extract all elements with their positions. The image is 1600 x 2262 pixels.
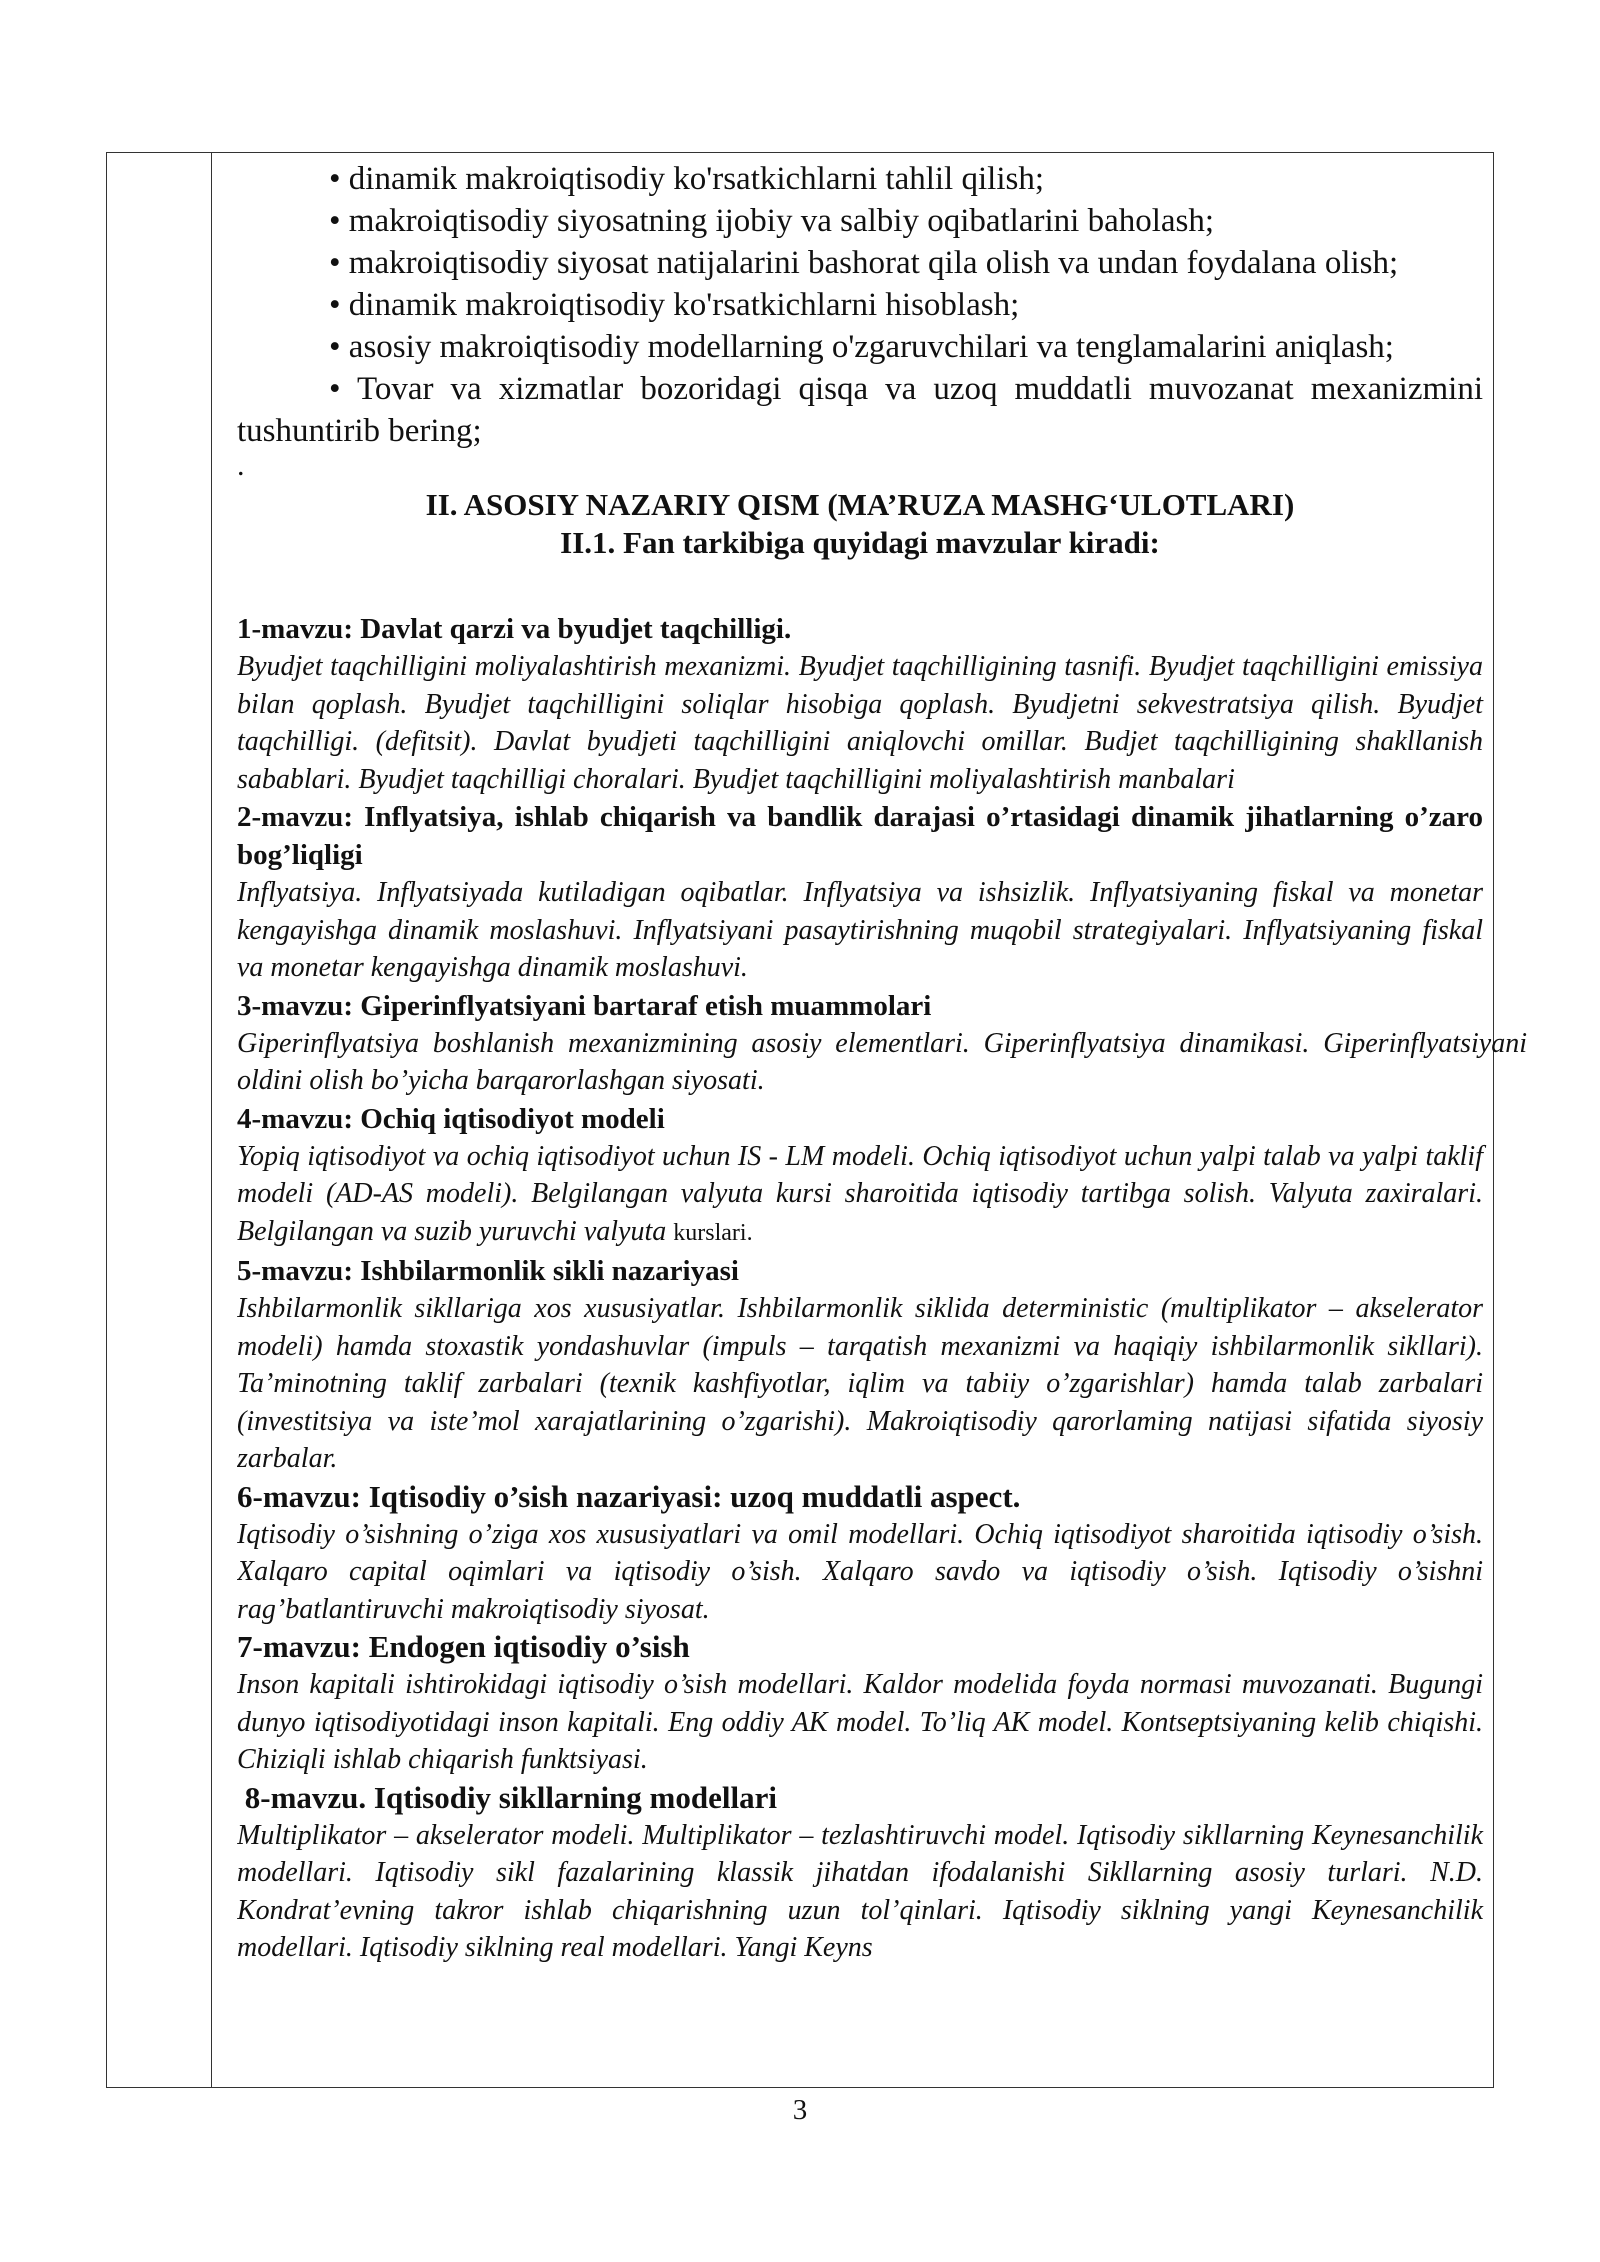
topic-body: Giperinflyatsiya boshlanish mexanizmining asosiy elementlari. Giperinflyatsiya dinamikasi. Giperinflyatsiyani oldini olish bo’yicha barqarorlashgan siyosati. bbox=[237, 1027, 1527, 1096]
topic-item bbox=[237, 1252, 1483, 1478]
topic-body bbox=[237, 1138, 1483, 1253]
bullet-item: • Tovar va xizmatlar bozoridagi qisqa va uzoq muddatli muvozanat mexanizmini tushuntirib bering; bbox=[237, 371, 1483, 449]
topic-body: Iqtisodiy o’sishning o’ziga xos xususiyatlari va omil modellari. Ochiq iqtisodiyot sharoitida iqtisodiy o’sish. Xalqaro capital oqimlari va iqtisodiy o’sish. Xalqaro savdo va iqtisodiy o’sish. Iqtisodiy o’sishni rag’batlantiruvchi makroiqtisodiy siyosat. bbox=[237, 1518, 1483, 1625]
topic-title: 3-mavzu: Giperinflyatsiyani bartaraf etish muammolari bbox=[237, 989, 932, 1022]
topic-list bbox=[237, 610, 1527, 1967]
spacer bbox=[237, 562, 1483, 610]
topic-body-tail: kurslari. bbox=[673, 1219, 753, 1246]
topic-item bbox=[237, 1779, 1483, 1967]
page-number: 3 bbox=[792, 2094, 808, 2126]
topic-item bbox=[237, 798, 1483, 987]
topic-body: Inflyatsiya. Inflyatsiyada kutiladigan oqibatlar. Inflyatsiya va ishsizlik. Inflyatsiyaning fiskal va monetar kengayishga dinamik moslashuvi. Inflyatsiyani pasaytirishning muqobil strategiyalari. Inflyatsiyaning fiskal va monetar kengayishga dinamik moslashuvi. bbox=[237, 877, 1483, 983]
bullet-list bbox=[237, 158, 1483, 452]
topic-body: Multiplikator – akselerator modeli. Multiplikator – tezlashtiruvchi model. Iqtisodiy sikllarning Keynesanchilik modellari. Iqtisodiy sikl fazalarining klassik jihatdan ifodalanishi Sikllarning asosiy turlari. N.D. Kondrat’evning takror ishlab chiqarishning uzun tol’qinlari. Iqtisodiy siklning yangi Keynesanchilik modellari. Iqtisodiy siklning real modellari. Yangi Keyns bbox=[237, 1819, 1483, 1963]
topic-body: Inson kapitali ishtirokidagi iqtisodiy o’sish modellari. Kaldor modelida foyda normasi muvozanati. Bugungi dunyo iqtisodiyotidagi inson kapitali. Eng oddiy AK model. To’liq AK model. Kontseptsiyaning kelib chiqishi. Chiziqli ishlab chiqarish funktsiyasi. bbox=[237, 1669, 1483, 1775]
topic-item bbox=[237, 1478, 1483, 1629]
topic-body: Byudjet taqchilligini moliyalashtirish mexanizmi. Byudjet taqchilligining tasnifi. Byudjet taqchilligini emissiya bilan qoplash. Byudjet taqchilligini soliqlar hisobiga qoplash. Byudjetni sekvestratsiya qilish. Byudjet taqchilligi. (defitsit). Davlat byudjeti taqchilligini aniqlovchi omillar. Budjet taqchilligining shakllanish sabablari. Byudjet taqchilligi choralari. Byudjet taqchilligini moliyalashtirish manbalari bbox=[237, 651, 1483, 795]
topic-item bbox=[237, 1100, 1483, 1253]
bullet-item: • dinamik makroiqtisodiy ko'rsatkichlarni tahlil qilish; bbox=[329, 161, 1044, 197]
bullet-item: • asosiy makroiqtisodiy modellarning o'zgaruvchilari va tenglamalarini aniqlash; bbox=[329, 329, 1394, 365]
section-heading: II. ASOSIY NAZARIY QISM (MA’RUZA MASHG‘ULOTLARI) bbox=[425, 487, 1295, 522]
topic-title: 4-mavzu: Ochiq iqtisodiyot modeli bbox=[237, 1102, 665, 1135]
topic-title: 2-mavzu: Inflyatsiya, ishlab chiqarish va bandlik darajasi o’rtasidagi dinamik jihatlarning o’zaro bog’liqligi bbox=[237, 801, 1483, 871]
bullet-item: • makroiqtisodiy siyosatning ijobiy va salbiy oqibatlarini baholash; bbox=[329, 203, 1215, 239]
topic-item bbox=[237, 987, 1527, 1100]
topic-item bbox=[237, 610, 1483, 798]
topic-title: 7-mavzu: Endogen iqtisodiy o’sish bbox=[237, 1629, 690, 1664]
topic-body-main: Yopiq iqtisodiyot va ochiq iqtisodiyot uchun IS - LM modeli. Ochiq iqtisodiyot uchun yalpi talab va yalpi taklif modeli (AD-AS modeli). Belgilangan valyuta kursi sharoitida iqtisodiy tartibga solish. Valyuta zaxiralari. Belgilangan va suzib yuruvchi valyuta bbox=[237, 1140, 1483, 1247]
column-divider bbox=[211, 153, 212, 2087]
stray-dot: . bbox=[237, 449, 245, 482]
table-cell-content bbox=[237, 158, 1537, 2085]
topic-title: 5-mavzu: Ishbilarmonlik sikli nazariyasi bbox=[237, 1255, 739, 1287]
topic-title: 8-mavzu. Iqtisodiy sikllarning modellari bbox=[237, 1779, 777, 1815]
bullet-item: • makroiqtisodiy siyosat natijalarini bashorat qila olish va undan foydalana olish; bbox=[329, 245, 1399, 281]
topic-title: 6-mavzu: Iqtisodiy o’sish nazariyasi: uzoq muddatli aspect. bbox=[237, 1478, 1021, 1514]
bullet-item: • dinamik makroiqtisodiy ko'rsatkichlarni hisoblash; bbox=[329, 287, 1020, 323]
topic-title: 1-mavzu: Davlat qarzi va byudjet taqchilligi. bbox=[237, 613, 792, 645]
subsection-heading: II.1. Fan tarkibiga quyidagi mavzular kiradi: bbox=[560, 525, 1160, 560]
topic-item bbox=[237, 1628, 1483, 1779]
topic-body: Ishbilarmonlik sikllariga xos xususiyatlar. Ishbilarmonlik siklida deterministic (multiplikator – akselerator modeli) hamda stoxastik yondashuvlar (impuls – tarqatish mexanizmi va haqiqiy ishbilarmonlik sikllari). Ta’minotning taklif zarbalari (texnik kashfiyotlar, iqlim va tabiiy o’zgarishlar) hamda talab zarbalari (investitsiya va iste’mol xarajatlarining o’zgarishi). Makroiqtisodiy qarorlaming natijasi sifatida siyosiy zarbalar. bbox=[237, 1293, 1483, 1474]
